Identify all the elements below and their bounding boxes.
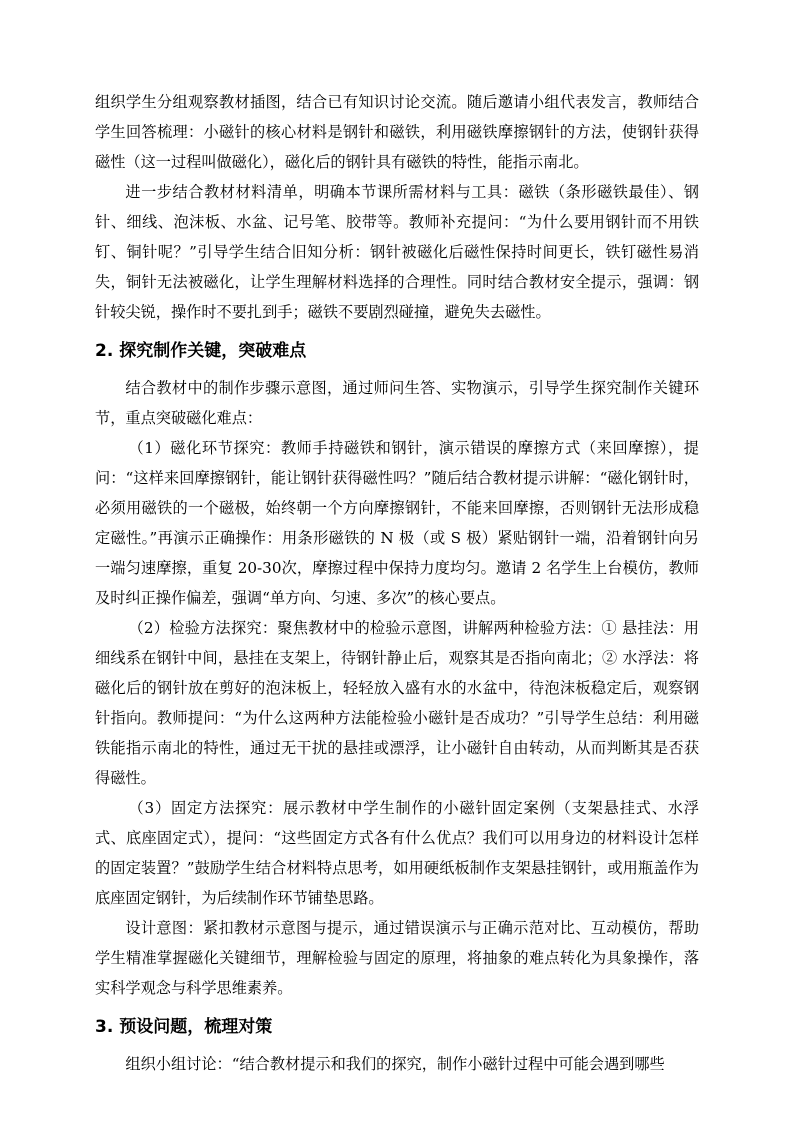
section-heading-3: 3. 预设问题，梳理对策 [95, 1017, 273, 1037]
paragraph-group-discussion: 组织小组讨论：“结合教材提示和我们的探究，制作小磁针过程中可能会遇到哪些 [125, 1055, 665, 1073]
paragraph-design-intent: 设计意图：紧扣教材示意图与提示，通过错误演示与正确示范对比、互动模仿，帮助学生精准掌握磁化关键细节，理解检验与固定的原理，将抽象的难点转化为具象操作，落实科学观念与科学思维素养。 [95, 919, 699, 997]
paragraph-fixing-methods: （3）固定方法探究：展示教材中学生制作的小磁针固定案例（支架悬挂式、水浮式、底座固定式），提问：“这些固定方式各有什么优点？我们可以用身边的材料设计怎样的固定装置？”鼓励学生结合材料特点思考，如用硬纸板制作支架悬挂钢针，或用瓶盖作为底座固定钢针，为后续制作环节铺垫思路。 [95, 799, 699, 907]
paragraph-materials-discussion: 组织学生分组观察教材插图，结合已有知识讨论交流。随后邀请小组代表发言，教师结合学生回答梳理：小磁针的核心材料是钢针和磁铁，利用磁铁摩擦钢针的方法，使钢针获得磁性（这一过程叫做磁化），磁化后的钢针具有磁铁的特性，能指示南北。 [95, 93, 699, 171]
paragraph-materials-list: 进一步结合教材材料清单，明确本节课所需材料与工具：磁铁（条形磁铁最佳）、钢针、细线、泡沫板、水盆、记号笔、胶带等。教师补充提问：“为什么要用钢针而不用铁钉、铜针呢？”引导学生结合旧知分析：钢针被磁化后磁性保持时间更长，铁钉磁性易消失，铜针无法被磁化，让学生理解材料选择的合理性。同时结合教材安全提示，强调：钢针较尖锐，操作时不要扎到手；磁铁不要剧烈碰撞，避免失去磁性。 [95, 183, 699, 321]
paragraph-magnetization: （1）磁化环节探究：教师手持磁铁和钢针，演示错误的摩擦方式（来回摩擦），提问：“这样来回摩擦钢针，能让钢针获得磁性吗？”随后结合教材提示讲解：“磁化钢针时，必须用磁铁的一个磁极，始终朝一个方向摩擦钢针，不能来回摩擦，否则钢针无法形成稳定磁性。”再演示正确操作：用条形磁铁的 N 极（或 S 极）紧贴钢针一端，沿着钢针向另一端匀速摩擦，重复 20-30次，摩擦过程中保持力度均匀。邀请 2 名学生上台模仿，教师及时纠正操作偏差，强调“单方向、匀速、多次”的核心要点。 [95, 439, 699, 607]
paragraph-explore-intro: 结合教材中的制作步骤示意图，通过师问生答、实物演示，引导学生探究制作关键环节，重点突破磁化难点： [95, 379, 699, 427]
paragraph-test-methods: （2）检验方法探究：聚焦教材中的检验示意图，讲解两种检验方法：① 悬挂法：用细线系在钢针中间，悬挂在支架上，待钢针静止后，观察其是否指向南北；② 水浮法：将磁化后的钢针放在剪好的泡沫板上，轻轻放入盛有水的水盆中，待泡沫板稳定后，观察钢针指向。教师提问：“为什么这两种方法能检验小磁针是否成功？”引导学生总结：利用磁铁能指示南北的特性，通过无干扰的悬挂或漂浮，让小磁针自由转动，从而判断其是否获得磁性。 [95, 619, 699, 787]
document-page [95, 87, 699, 1079]
section-heading-2: 2. 探究制作关键，突破难点 [95, 341, 307, 361]
